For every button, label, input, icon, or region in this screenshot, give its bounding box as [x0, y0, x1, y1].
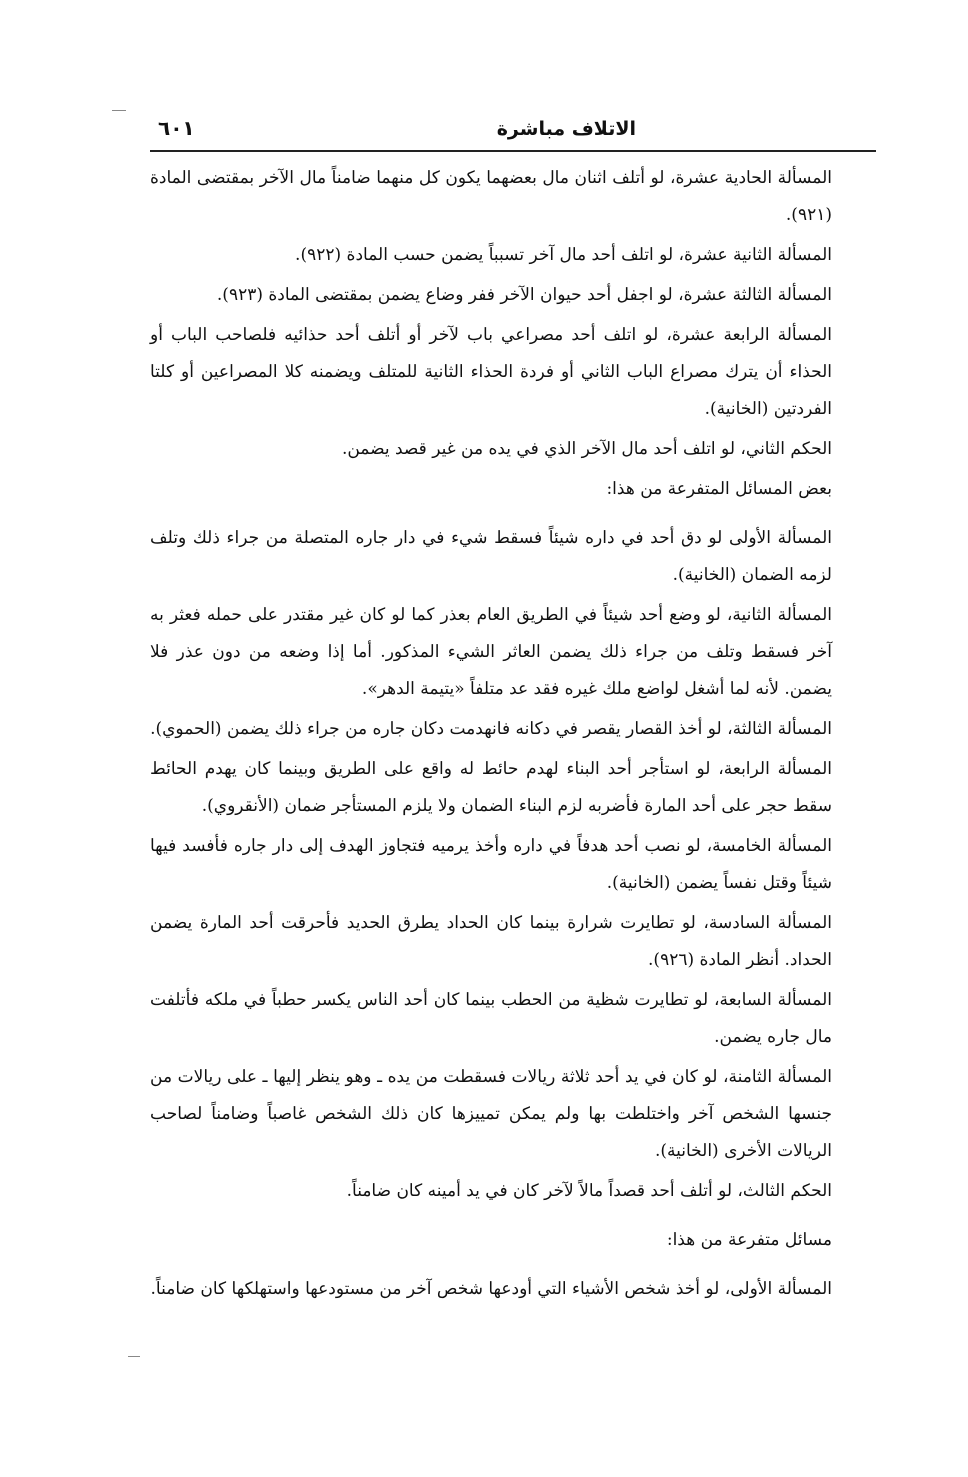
paragraph-fourteenth-issue: المسألة الرابعة عشرة، لو اتلف أحد مصراعي باب لآخر أو أتلف أحد حذائيه فلصاحب الباب أو الحذاء أن يترك مصراع الباب الثاني أو فردة الحذاء الثانية للمتلف ويضمنه كلا المصراعين أو كلتا الفردتين (الخانية).	[150, 325, 832, 419]
body-text	[150, 160, 876, 1311]
paragraph-thirteenth-issue: المسألة الثالثة عشرة، لو اجفل أحد حيوان الآخر ففر وضاع يضمن بمقتضى المادة (٩٢٣).	[216, 285, 832, 305]
paragraph-sixth-issue: المسألة السادسة، لو تطايرت شرارة بينما كان الحداد يطرق الحديد فأحرقت أحد المارة يضمن الحداد. أنظر المادة (٩٢٦).	[150, 913, 832, 970]
header-rule	[150, 150, 876, 152]
paragraph-second-ruling: الحكم الثاني، لو اتلف أحد مال الآخر الذي في يده من غير قصد يضمن.	[341, 439, 832, 459]
margin-mark	[112, 110, 126, 111]
paragraph-eighth-issue: المسألة الثامنة، لو كان في يد أحد ثلاثة ريالات فسقطت من يده ـ وهو ينظر إليها ـ على ريالات من جنسها الشخص آخر واختلطت بها ولم يمكن تمييزها كان ذلك الشخص غاصباً وضامناً لصاحب الريالات الأخرى (الخانية).	[150, 1067, 832, 1161]
paragraph-second-issue: المسألة الثانية، لو وضع أحد شيئاً في الطريق العام بعذر كما لو كان غير مقتدر على حمله فعثر به آخر فسقط وتلف من جراء ذلك يضمن العاثر الشيء المذكور. أما إذا وضعه من دون عذر فلا يضمن. لأنه لما أشغل لواضع ملك غيره فقد عد متلفاً «يتيمة الدهر».	[150, 605, 832, 699]
paragraph-fifth-issue: المسألة الخامسة، لو نصب أحد هدفاً في داره وأخذ يرميه فتجاوز الهدف إلى دار جاره فأفسد فيها شيئاً وقتل نفساً يضمن (الخانية).	[150, 836, 832, 893]
paragraph-twelfth-issue: المسألة الثانية عشرة، لو اتلف أحد مال آخر تسبباً يضمن حسب المادة (٩٢٢).	[295, 245, 832, 265]
page-number: ٦٠١	[158, 116, 195, 140]
paragraph-first-issue-2: المسألة الأولى، لو أخذ شخص الأشياء التي أودعها شخص آخر من مستودعها واستهلكها كان ضامناً.	[150, 1279, 832, 1299]
paragraph-subissues-heading: بعض المسائل المتفرعة من هذا:	[606, 479, 832, 499]
paragraph-third-ruling: الحكم الثالث، لو أتلف أحد قصداً مالاً لآخر كان في يد أمينه كان ضامناً.	[346, 1181, 832, 1201]
margin-mark	[128, 1356, 140, 1357]
paragraph-eleventh-issue: المسألة الحادية عشرة، لو أتلف اثنان مال بعضهما يكون كل منهما ضامناً مال الآخر بمقتضى المادة (٩٢١).	[150, 168, 832, 225]
running-header	[150, 108, 876, 152]
paragraph-third-issue: المسألة الثالثة، لو أخذ القصار يقصر في دكانه فانهدمت دكان جاره من جراء ذلك يضمن (الحموي).	[150, 719, 832, 739]
paragraph-subissues-heading-2: مسائل متفرعة من هذا:	[666, 1230, 832, 1250]
paragraph-first-issue: المسألة الأولى لو دق أحد في داره شيئاً فسقط شيء في دار جاره المتصلة من جراء ذلك وتلف لزمه الضمان (الخانية).	[150, 528, 832, 585]
paragraph-seventh-issue: المسألة السابعة، لو تطايرت شظية من الحطب بينما كان أحد الناس يكسر حطباً في ملكه فأتلفت مال جاره يضمن.	[150, 990, 832, 1047]
paragraph-fourth-issue: المسألة الرابعة، لو استأجر أحد البناء لهدم حائط له واقع على الطريق وبينما كان يهدم الحائط سقط حجر على أحد المارة فأضربه لزم البناء الضمان ولا يلزم المستأجر ضمان (الأنقروي).	[150, 759, 832, 816]
header-title: الاتلاف مباشرة	[496, 118, 636, 140]
